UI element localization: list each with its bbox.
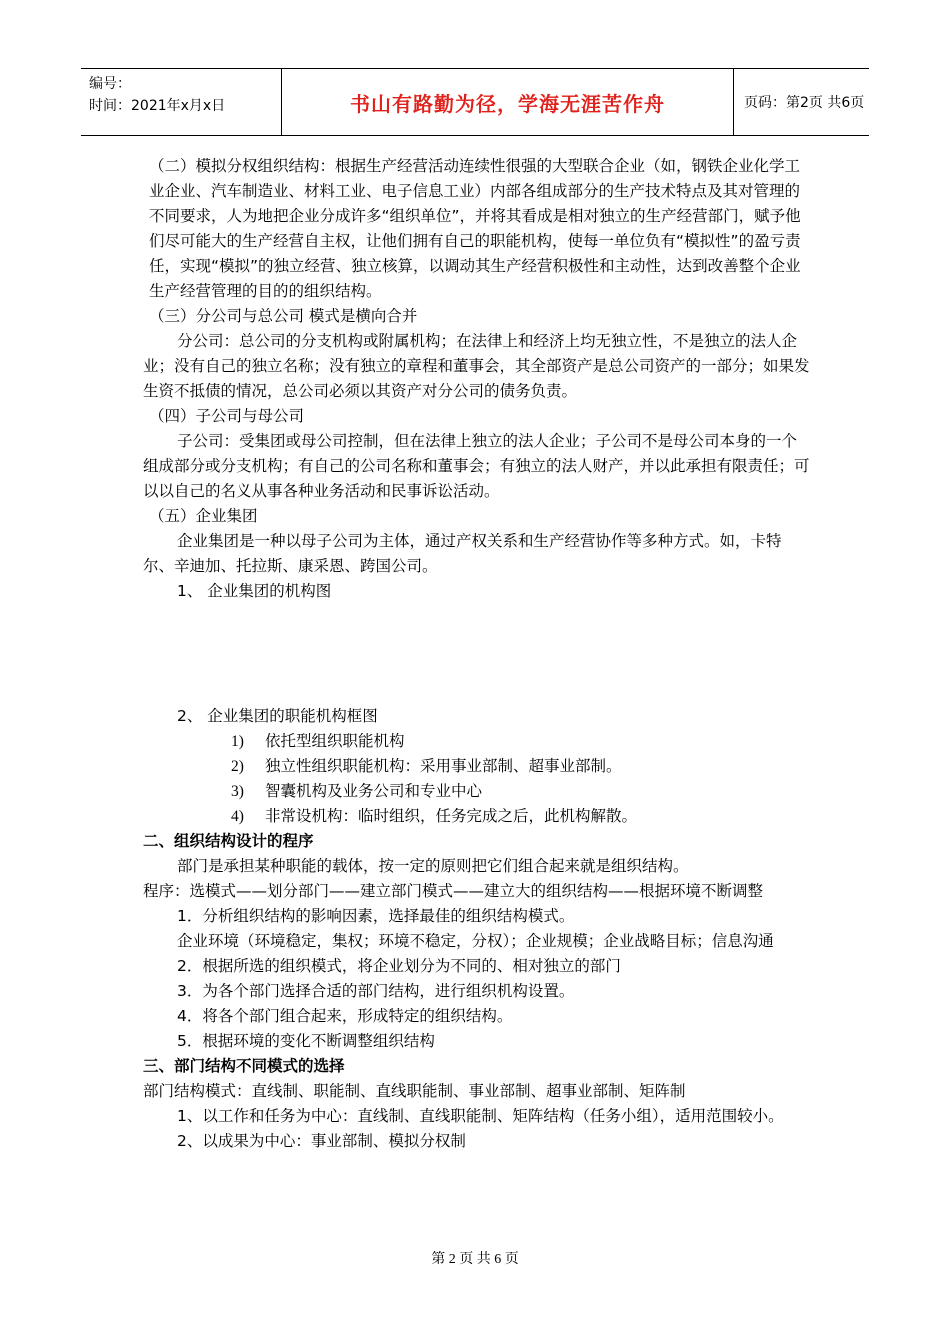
page-header xyxy=(81,68,869,136)
number-label: 编号： xyxy=(89,76,131,92)
sub-item-number: 3) xyxy=(231,783,244,800)
header-motto-cell xyxy=(282,69,734,135)
page-footer: 第 2 页 共 6 页 xyxy=(431,1252,519,1267)
paragraph: 企业环境（环境稳定，集权；环境不稳定，分权）；企业规模；企业战略目标；信息沟通 xyxy=(177,932,774,950)
sub-item-number: 2) xyxy=(231,758,244,775)
chapter-heading: 三、部门结构不同模式的选择 xyxy=(143,1057,345,1075)
sub-list-item xyxy=(143,754,810,779)
chapter-heading: 二、组织结构设计的程序 xyxy=(143,832,314,850)
header-page-cell xyxy=(734,69,869,135)
sub-item-text: 非常设机构：临时组织，任务完成之后，此机构解散。 xyxy=(265,807,638,825)
paragraph: 部门是承担某种职能的载体，按一定的原则把它们组合起来就是组织结构。 xyxy=(177,857,689,875)
header-meta xyxy=(81,69,282,135)
sub-item-number: 4) xyxy=(231,808,244,825)
figure-placeholder xyxy=(143,604,810,704)
list-item: 1．分析组织结构的影响因素，选择最佳的组织结构模式。 xyxy=(177,907,575,925)
paragraph: 子公司：受集团或母公司控制，但在法律上独立的法人企业；子公司不是母公司本身的一个组成部分或分支机构；有自己的公司名称和董事会；有独立的法人财产，并以此承担有限责任；可以以自己的名义从事各种业务活动和民事诉讼活动。 xyxy=(143,432,810,500)
paragraph: 1、以工作和任务为中心：直线制、直线职能制、矩阵结构（任务小组），适用范围较小。 xyxy=(177,1107,784,1125)
list-item: 4．将各个部门组合起来，形成特定的组织结构。 xyxy=(177,1007,513,1025)
sub-item-text: 智囊机构及业务公司和专业中心 xyxy=(265,782,483,800)
sub-list-item xyxy=(143,804,810,829)
paragraph: 企业集团是一种以母子公司为主体，通过产权关系和生产经营协作等多种方式。如，卡特尔、辛迪加、托拉斯、康采恩、跨国公司。 xyxy=(143,532,782,575)
section-heading: （三）分公司与总公司 模式是横向合并 xyxy=(149,307,418,325)
list-item: 3．为各个部门选择合适的部门结构，进行组织机构设置。 xyxy=(177,982,575,1000)
list-item: 1、 企业集团的机构图 xyxy=(177,582,332,600)
sub-list-item xyxy=(143,779,810,804)
paragraph: 程序：选模式——划分部门——建立部门模式——建立大的组织结构——根据环境不断调整 xyxy=(143,882,764,900)
paragraph: 2、以成果为中心：事业部制、模拟分权制 xyxy=(177,1132,466,1150)
section-heading: （五）企业集团 xyxy=(149,507,258,525)
sub-list-item xyxy=(143,729,810,754)
sub-item-text: 依托型组织职能机构 xyxy=(265,732,405,750)
sub-item-number: 1) xyxy=(231,733,244,750)
list-item: 5．根据环境的变化不断调整组织结构 xyxy=(177,1032,435,1050)
document-body xyxy=(143,154,810,1154)
date-label: 时间：2021年x月x日 xyxy=(89,98,226,114)
paragraph: 分公司：总公司的分支机构或附属机构；在法律上和经济上均无独立性，不是独立的法人企业；没有自己的独立名称；没有独立的章程和董事会，其全部资产是总公司资产的一部分；如果发生资不抵债的情况，总公司必须以其资产对分公司的债务负责。 xyxy=(143,332,810,400)
paragraph: （二）模拟分权组织结构：根据生产经营活动连续性很强的大型联合企业（如，钢铁企业化学工业企业、汽车制造业、材料工业、电子信息工业）内部各组成部分的生产技术特点及其对管理的不同要求，人为地把企业分成许多“组织单位”，并将其看成是相对独立的生产经营部门，赋予他们尽可能大的生产经营自主权，让他们拥有自己的职能机构，使每一单位负有“模拟性”的盈亏责任，实现“模拟”的独立经营、独立核算，以调动其生产经营积极性和主动性，达到改善整个企业生产经营管理的目的的组织结构。 xyxy=(149,157,801,300)
sub-item-text: 独立性组织职能机构：采用事业部制、超事业部制。 xyxy=(265,757,622,775)
page-label: 页码：第2页 共6页 xyxy=(744,95,865,111)
paragraph: 部门结构模式：直线制、职能制、直线职能制、事业部制、超事业部制、矩阵制 xyxy=(143,1082,686,1100)
list-item: 2、 企业集团的职能机构框图 xyxy=(177,707,378,725)
list-item: 2．根据所选的组织模式，将企业划分为不同的、相对独立的部门 xyxy=(177,957,621,975)
section-heading: （四）子公司与母公司 xyxy=(149,407,305,425)
motto: 书山有路勤为径，学海无涯苦作舟 xyxy=(350,91,665,116)
